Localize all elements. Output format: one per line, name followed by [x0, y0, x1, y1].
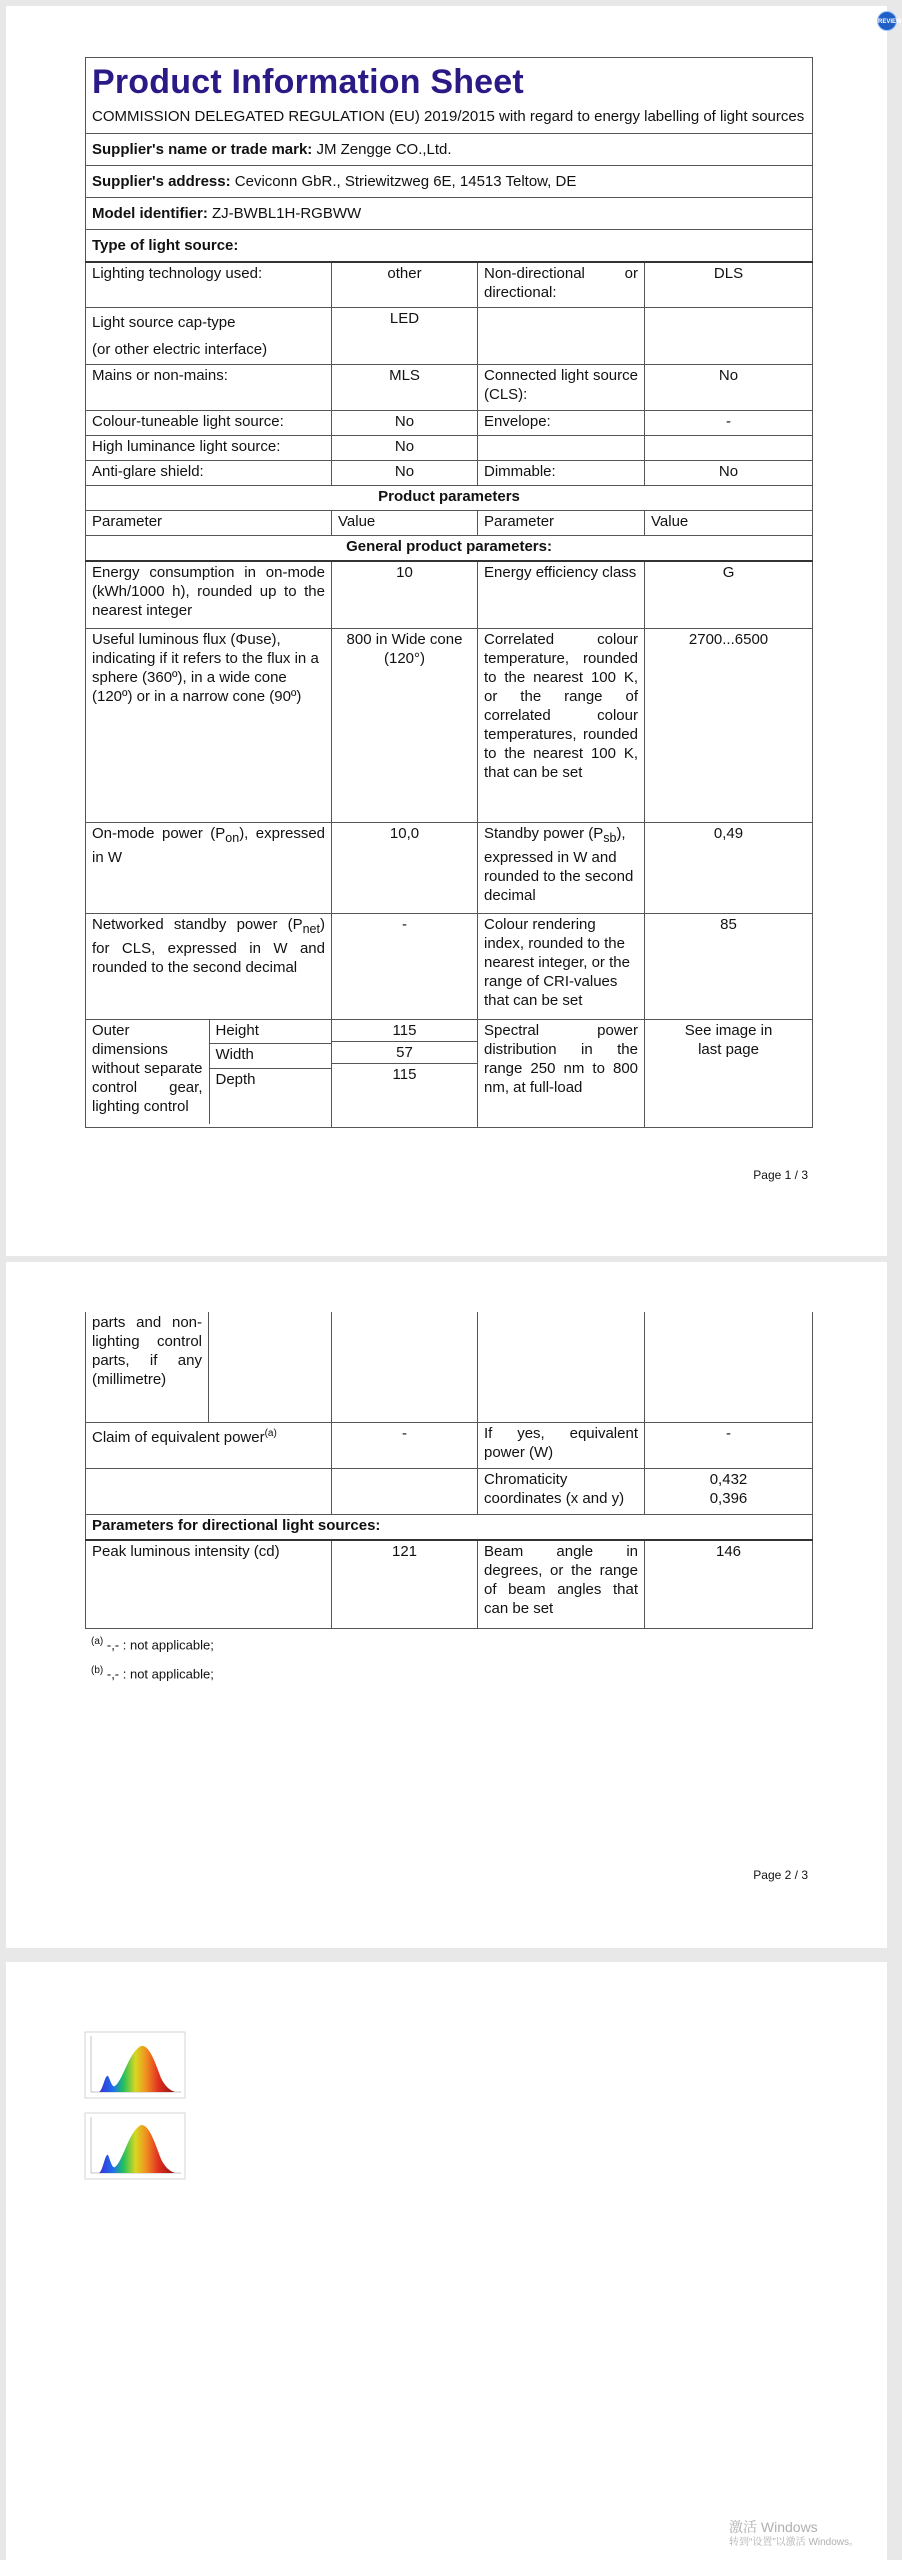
empty-cell	[478, 308, 645, 365]
empty-cell	[209, 1312, 332, 1422]
height-value: 115	[392, 1022, 417, 1039]
cri-label: Colour rendering index, rounded to the nearest integer, or the range of CRI-values that can be set	[478, 914, 645, 1020]
equivalent-power-label: If yes, equivalent power (W)	[478, 1422, 645, 1468]
efficiency-class-label: Energy efficiency class	[478, 561, 645, 629]
outer-dimensions-label: Outer dimensions without separate control gear, lighting control	[86, 1020, 209, 1124]
spectrum-chart-image	[85, 2032, 185, 2098]
outer-dimensions-cell	[86, 1020, 332, 1128]
peak-intensity-value: 121	[332, 1540, 478, 1628]
empty-cell	[645, 308, 813, 365]
standby-power-value: 0,49	[645, 823, 813, 914]
cap-type-label	[86, 308, 332, 365]
empty-cell	[332, 1468, 478, 1514]
spd-label: Spectral power distribution in the range 250 nm to 800 nm, at full-load	[478, 1020, 645, 1128]
empty-cell	[478, 436, 645, 461]
col-header-value: Value	[645, 511, 813, 536]
watermark-subtitle: 转到“设置”以激活 Windows。	[729, 2537, 860, 2548]
supplier-address-row	[86, 166, 813, 198]
page-1	[6, 6, 902, 1256]
model-row	[86, 198, 813, 230]
beam-angle-label: Beam angle in degrees, or the range of beam angles that can be set	[478, 1540, 645, 1628]
width-value: 57	[332, 1042, 477, 1064]
dimension-values-cell	[332, 1020, 478, 1128]
equivalent-power-value: -	[645, 1422, 813, 1468]
title-cell	[86, 58, 813, 134]
empty-cell	[645, 436, 813, 461]
beam-angle-value: 146	[645, 1540, 813, 1628]
general-params-heading: General product parameters:	[86, 536, 813, 561]
watermark-title: 激活 Windows	[729, 2519, 818, 2535]
supplier-name-row	[86, 134, 813, 166]
footnotes	[91, 1629, 214, 1688]
empty-cell	[478, 1312, 645, 1422]
outer-dimensions-inner	[86, 1020, 331, 1124]
dimmable-label: Dimmable:	[478, 461, 645, 486]
page-number-1: Page 1 / 3	[753, 1168, 808, 1182]
supplier-address-value: Ceviconn GbR., Striewitzweg 6E, 14513 Teltow, DE	[234, 173, 577, 190]
chromaticity-label: Chromaticity coordinates (x and y)	[478, 1468, 645, 1514]
colour-tune-value: No	[332, 411, 478, 436]
review-badge-icon[interactable]: REVIEW	[877, 11, 897, 31]
mains-label: Mains or non-mains:	[86, 365, 332, 411]
equivalent-power-claim-value: -	[332, 1422, 478, 1468]
colour-tune-label: Colour-tuneable light source:	[86, 411, 332, 436]
empty-cell	[645, 1312, 813, 1422]
model-label: Model identifier:	[92, 205, 208, 222]
dimension-values-inner	[332, 1020, 477, 1120]
chromaticity-x: 0,432	[709, 1470, 748, 1488]
peak-intensity-label: Peak luminous intensity (cd)	[86, 1540, 332, 1628]
outer-dimensions-label-cont: parts and non-lighting control parts, if any (millimetre)	[86, 1312, 209, 1422]
equivalent-power-claim-label: Claim of equivalent power$^{(a)}$	[86, 1422, 332, 1468]
product-info-table-continued	[85, 1312, 813, 1629]
cap-type-label-line2: (or other electric interface)	[92, 341, 268, 358]
empty-cell	[86, 1468, 332, 1514]
page-title: Product Information Sheet	[92, 63, 524, 101]
anti-glare-label: Anti-glare shield:	[86, 461, 332, 486]
energy-consumption-label: Energy consumption in on-mode (kWh/1000 h), rounded up to the nearest integer	[86, 561, 332, 629]
page-2	[6, 1262, 887, 1948]
supplier-name-label: Supplier's name or trade mark:	[92, 141, 313, 158]
supplier-name-value: JM Zengge CO.,Ltd.	[316, 141, 452, 158]
standby-power-label: Standby power $(P_{sb})$, expressed in W and rounded to the second decimal	[478, 823, 645, 914]
width-label: Width	[209, 1044, 331, 1068]
networked-standby-value: -	[332, 914, 478, 1020]
product-info-table	[85, 57, 813, 1128]
spd-value: See image in last page	[645, 1020, 813, 1128]
spectrum-chart-image	[85, 2113, 185, 2179]
page-number-2: Page 2 / 3	[753, 1868, 808, 1882]
cct-label: Correlated colour temperature, rounded to the nearest 100 K, or the range of correlated colour temperatures, rounded to the nearest 100 K, that can be set	[478, 629, 645, 823]
type-heading: Type of light source:	[86, 230, 813, 262]
directional-label: Non-directional or directional:	[478, 262, 645, 308]
high-lum-value: No	[332, 436, 478, 461]
envelope-value: -	[645, 411, 813, 436]
col-header-parameter: Parameter	[86, 511, 332, 536]
high-lum-label: High luminance light source:	[86, 436, 332, 461]
chromaticity-value	[645, 1468, 813, 1514]
cap-type-label-line1: Light source cap-type	[92, 314, 236, 331]
col-header-parameter: Parameter	[478, 511, 645, 536]
dimmable-value: No	[645, 461, 813, 486]
networked-standby-label: Networked standby power $(P_{net})$ for CLS, expressed in W and rounded to the second decimal	[86, 914, 332, 1020]
connected-label: Connected light source (CLS):	[478, 365, 645, 411]
footnote-b: $^{(b)}$ -,- : not applicable;	[91, 1665, 214, 1682]
windows-activation-watermark	[729, 2518, 859, 2550]
directional-value: DLS	[645, 262, 813, 308]
cri-value: 85	[645, 914, 813, 1020]
depth-value: 115	[332, 1064, 477, 1120]
footnote-a: $^{(a)}$ -,- : not applicable;	[91, 1636, 214, 1653]
on-mode-power-value: 10,0	[332, 823, 478, 914]
luminous-flux-value: 800 in Wide cone (120°)	[332, 629, 478, 823]
depth-label: Depth	[209, 1068, 331, 1124]
envelope-label: Envelope:	[478, 411, 645, 436]
on-mode-power-label: On-mode power $(P_{on})$, expressed in W	[86, 823, 332, 914]
col-header-value: Value	[332, 511, 478, 536]
empty-cell	[332, 1312, 478, 1422]
cap-type-value: LED	[332, 308, 478, 365]
model-value: ZJ-BWBL1H-RGBWW	[212, 205, 362, 222]
connected-value: No	[645, 365, 813, 411]
supplier-address-label: Supplier's address:	[92, 173, 231, 190]
product-params-heading: Product parameters	[86, 486, 813, 511]
page-3	[6, 1962, 887, 2560]
luminous-flux-label: Useful luminous flux (Φuse), indicating if it refers to the flux in a sphere (360º), in a wide cone (120º) or in a narrow cone (90º)	[86, 629, 332, 823]
height-label: Height	[215, 1022, 259, 1039]
anti-glare-value: No	[332, 461, 478, 486]
cct-value: 2700...6500	[645, 629, 813, 823]
regulation-subtitle: COMMISSION DELEGATED REGULATION (EU) 2019/2015 with regard to energy labelling of light sources	[92, 108, 805, 125]
efficiency-class-value: G	[645, 561, 813, 629]
energy-consumption-value: 10	[332, 561, 478, 629]
mains-value: MLS	[332, 365, 478, 411]
directional-params-heading: Parameters for directional light sources:	[86, 1514, 813, 1540]
chromaticity-y: 0,396	[709, 1489, 748, 1507]
lighting-tech-value: other	[332, 262, 478, 308]
lighting-tech-label: Lighting technology used:	[86, 262, 332, 308]
